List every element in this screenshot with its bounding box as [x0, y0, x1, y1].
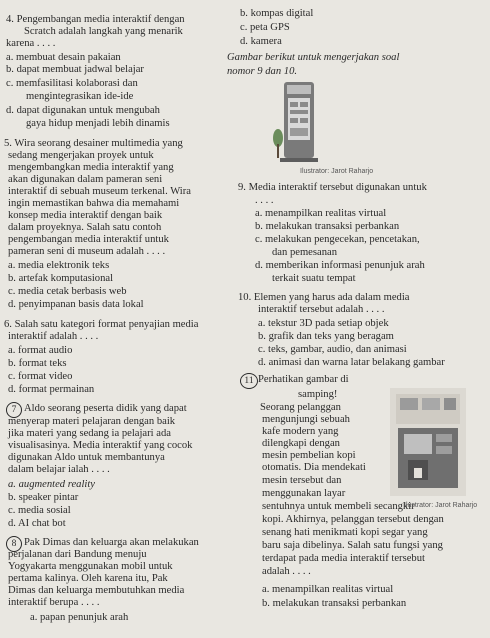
left-line: menyerap materi pelajaran dengan baik: [8, 416, 176, 427]
left-line: perjalanan dari Bandung menuju: [8, 549, 147, 560]
right-line: kopi. Akhirnya, pelanggan tersebut dengan: [262, 514, 444, 525]
left-line: a. membuat desain pakaian: [6, 52, 121, 63]
right-line: senang hati menikmati kopi segar yang: [262, 527, 428, 538]
right-line: 10. Elemen yang harus ada dalam media: [238, 292, 410, 303]
left-line: 6. Salah satu kategori format penyajian media: [4, 319, 199, 330]
left-line: a. format audio: [8, 345, 73, 356]
question-11-number: 11: [240, 373, 258, 389]
right-line: a. menampilkan realitas virtual: [262, 584, 394, 595]
right-line: a. menampilkan realitas virtual: [255, 208, 387, 219]
left-line: jika materi yang sedang ia pelajari ada: [8, 428, 171, 439]
left-line: c. media sosial: [8, 505, 71, 516]
right-line: kafe modern yang: [262, 426, 339, 437]
coffee-machine-illustration: [388, 386, 468, 498]
right-line: nomor 9 dan 10.: [227, 66, 298, 77]
right-line: c. peta GPS: [240, 22, 290, 33]
left-line: Yogyakarta menggunakan mobil untuk: [8, 561, 173, 572]
left-line: c. media cetak berbasis web: [8, 286, 127, 297]
illustrator-credit-2: Ilustrator: Jarot Raharjo: [404, 502, 478, 509]
right-line: menggunakan layar: [262, 488, 346, 499]
left-line: dalam belajar ialah . . . .: [8, 464, 110, 475]
right-line: b. melakukan transaksi perbankan: [255, 221, 400, 232]
left-line: interaktif adalah . . . .: [8, 331, 99, 342]
left-line: a. media elektronik teks: [8, 260, 110, 271]
right-line: samping!: [298, 389, 338, 400]
left-line: b. artefak komputasional: [8, 273, 114, 284]
right-line: b. kompas digital: [240, 8, 314, 19]
right-line: d. kamera: [240, 36, 282, 47]
right-line: c. teks, gambar, audio, dan animasi: [258, 344, 407, 355]
left-line: Dimas dan keluarga membutuhkan media: [8, 585, 185, 596]
left-line: pengembangan media interaktif untuk: [8, 234, 169, 245]
left-line: ingin memastikan bahwa dia memahami: [8, 198, 180, 209]
left-line: Scratch adalah langkah yang menarik: [24, 26, 183, 37]
right-line: 9. Media interaktif tersebut digunakan untuk: [238, 182, 427, 193]
left-line: mengintegrasikan ide-ide: [26, 91, 134, 102]
right-line: terdapat pada media interaktif tersebut: [262, 553, 425, 564]
left-line: 4. Pengembangan media interaktif dengan: [6, 14, 185, 25]
left-line: gaya hidup menjadi lebih dinamis: [26, 118, 170, 129]
left-line: visualisasinya. Media interaktif yang cocok: [8, 440, 193, 451]
left-line: b. format teks: [8, 358, 67, 369]
left-line: a. papan penunjuk arah: [30, 612, 129, 623]
left-line: pameran seni di museum adalah . . . .: [8, 246, 166, 257]
left-line: d. penyimpanan basis data lokal: [8, 299, 144, 310]
illustrator-credit-1: Ilustrator: Jarot Raharjo: [300, 168, 374, 175]
right-line: sentuhnya untuk membeli secangkir: [262, 501, 415, 512]
left-line: dalam proyeknya. Salah satu contoh: [8, 222, 162, 233]
left-line: d. dapat digunakan untuk mengubah: [6, 105, 160, 116]
left-line: Aldo seorang peserta didik yang dapat: [24, 403, 187, 414]
right-line: Perhatikan gambar di: [258, 374, 349, 385]
right-line: d. animasi dan warna latar belakang gambar: [258, 357, 445, 368]
left-line: digunakan Aldo untuk membantunya: [8, 452, 165, 463]
right-line: d. memberikan informasi penunjuk arah: [255, 260, 425, 271]
right-line: mengunjungi sebuah: [262, 414, 350, 425]
left-line: akan digunakan dalam pameran seni: [8, 174, 163, 185]
left-line: konsep media interaktif dengan baik: [8, 210, 163, 221]
left-line: karena . . . .: [6, 38, 56, 49]
question-7-number: 7: [6, 402, 22, 418]
left-line: 5. Wira seorang desainer multimedia yang: [4, 138, 183, 149]
right-line: a. tekstur 3D pada setiap objek: [258, 318, 389, 329]
right-line: terkait suatu tempat: [272, 273, 356, 284]
right-line: interaktif tersebut adalah . . . .: [258, 304, 385, 315]
right-line: adalah . . . .: [262, 566, 311, 577]
right-line: b. grafik dan teks yang beragam: [258, 331, 394, 342]
right-line: mesin tersebut dan: [262, 475, 342, 486]
left-line: pertama kalinya. Oleh karena itu, Pak: [8, 573, 168, 584]
left-line: d. format permainan: [8, 384, 95, 395]
right-line: Seorang pelanggan: [260, 402, 341, 413]
left-line: a. augmented reality: [8, 479, 95, 490]
left-line: b. speaker pintar: [8, 492, 79, 503]
right-line: . . . .: [255, 195, 274, 206]
left-line: Pak Dimas dan keluarga akan melakukan: [24, 537, 199, 548]
left-line: c. format video: [8, 371, 73, 382]
left-line: b. dapat membuat jadwal belajar: [6, 64, 144, 75]
left-line: d. AI chat bot: [8, 518, 66, 529]
kiosk-illustration: [266, 78, 330, 164]
right-line: otomatis. Dia mendekati: [262, 462, 366, 473]
right-line: dilengkapi dengan: [262, 438, 340, 449]
left-line: interaktif berupa . . . .: [8, 597, 100, 608]
right-line: b. melakukan transaksi perbankan: [262, 598, 407, 609]
right-line: dan pemesanan: [272, 247, 338, 258]
right-line: baru saja dibelinya. Salah satu fungsi yang: [262, 540, 443, 551]
left-line: sedang mengerjakan proyek untuk: [8, 150, 154, 161]
question-8-number: 8: [6, 536, 22, 552]
left-line: mengembangkan media interaktif yang: [8, 162, 174, 173]
right-line: Gambar berikut untuk mengerjakan soal: [227, 52, 400, 63]
left-line: c. memfasilitasi kolaborasi dan: [6, 78, 138, 89]
left-line: interaktif di sebuah museum terkenal. Wira: [8, 186, 191, 197]
right-line: mesin pembelian kopi: [262, 450, 356, 461]
right-line: c. melakukan pengecekan, pencetakan,: [255, 234, 420, 245]
